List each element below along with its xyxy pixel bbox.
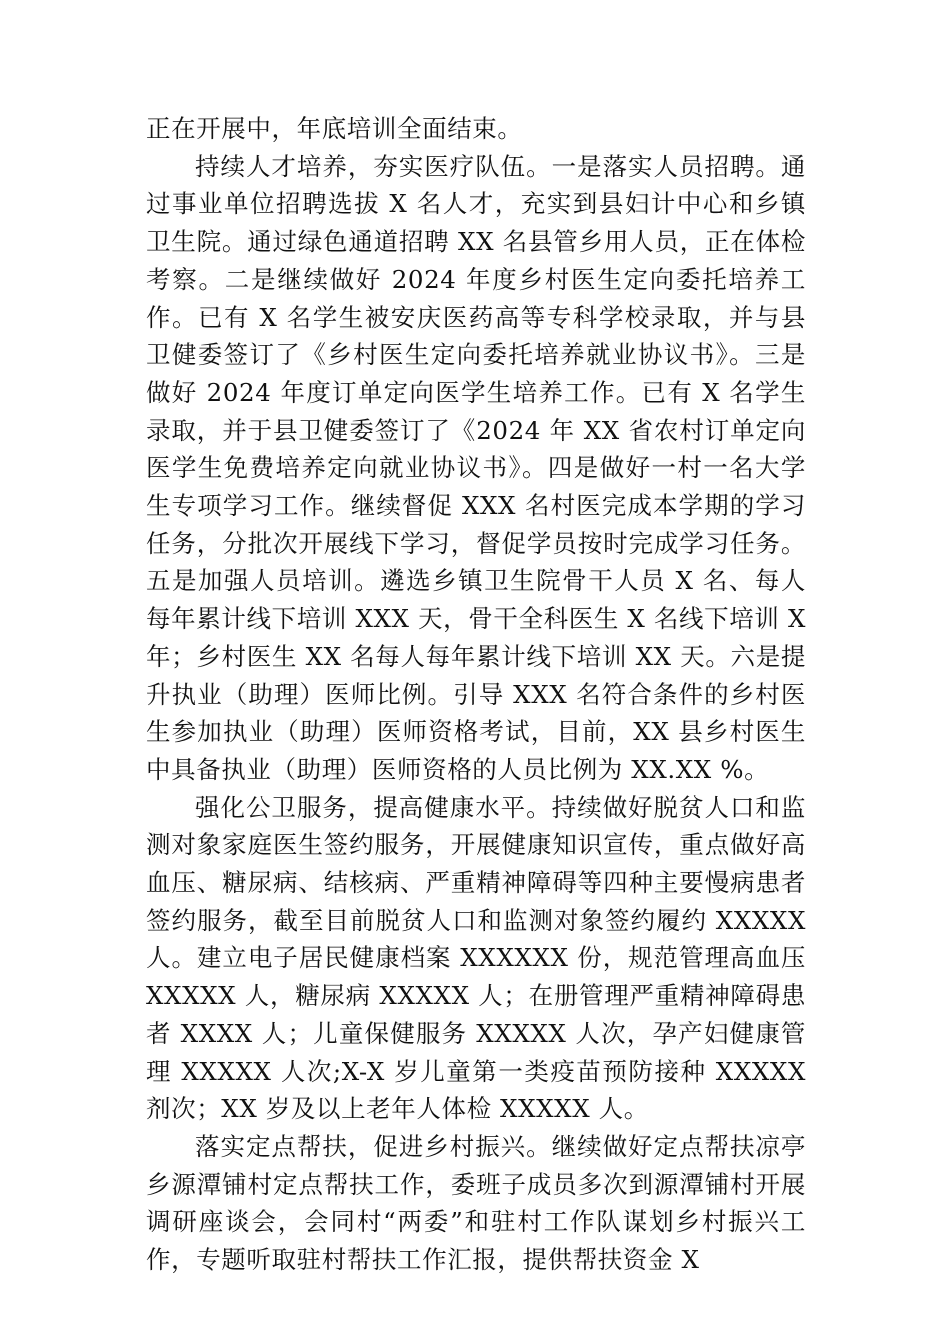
paragraph-talent-training: 持续人才培养，夯实医疗队伍。一是落实人员招聘。通过事业单位招聘选拔 X 名人才，充实到县妇计中心和乡镇卫生院。通过绿色通道招聘 XX 名县管乡用人员，正在体检考察。二是继续做好 2024 年度乡村医生定向委托培养工作。已有 X 名学生被安庆医药高等专科学校录取，并与县卫健委签订了《乡村医生定向委托培养就业协议书》。三是做好 2024 年度订单定向医学生培养工作。已有 X 名学生录取，并于县卫健委签订了《2024 年 XX 省农村订单定向医学生免费培养定向就业协议书》。四是做好一村一名大学生专项学习工作。继续督促 XXX 名村医完成本学期的学习任务，分批次开展线下学习，督促学员按时完成学习任务。五是加强人员培训。遴选乡镇卫生院骨干人员 X 名、每人每年累计线下培训 XXX 天，骨干全科医生 X 名线下培训 X 年；乡村医生 XX 名每人每年累计线下培训 XX 天。六是提升执业（助理）医师比例。引导 XXX 名符合条件的乡村医生参加执业（助理）医师资格考试，目前，XX 县乡村医生中具备执业（助理）医师资格的人员比例为 XX.XX %。 bbox=[146, 151, 806, 784]
document-page bbox=[146, 110, 806, 1279]
paragraph-public-health: 强化公卫服务，提高健康水平。持续做好脱贫人口和监测对象家庭医生签约服务，开展健康知识宣传，重点做好高血压、糖尿病、结核病、严重精神障碍等四种主要慢病患者签约服务，截至目前脱贫人口和监测对象签约履约 XXXXX 人。建立电子居民健康档案 XXXXXX 份，规范管理高血压 XXXXX 人，糖尿病 XXXXX 人；在册管理严重精神障碍患者 XXXX 人；儿童保健服务 XXXXX 人次，孕产妇健康管理 XXXXX 人次;X-X 岁儿童第一类疫苗预防接种 XXXXX 剂次；XX 岁及以上老年人体检 XXXXX 人。 bbox=[146, 792, 806, 1124]
paragraph-continuation: 正在开展中，年底培训全面结束。 bbox=[146, 114, 523, 143]
paragraph-targeted-assistance: 落实定点帮扶，促进乡村振兴。继续做好定点帮扶凉亭乡源潭铺村定点帮扶工作，委班子成员多次到源潭铺村开展调研座谈会，会同村“两委”和驻村工作队谋划乡村振兴工作，专题听取驻村帮扶工作汇报，提供帮扶资金 X bbox=[146, 1131, 806, 1275]
